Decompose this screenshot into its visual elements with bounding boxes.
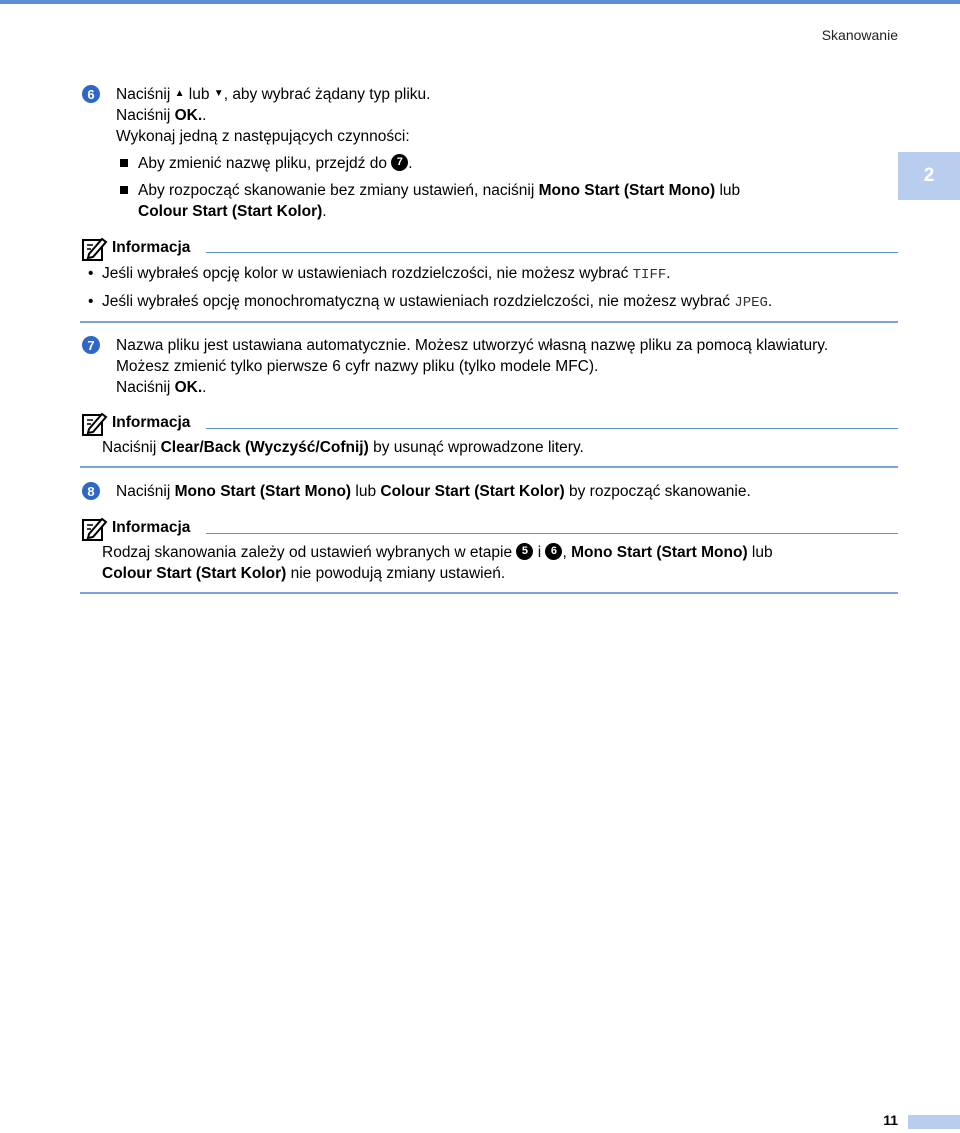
text: Aby zmienić nazwę pliku, przejdź do (138, 155, 392, 172)
note-3-header (80, 514, 190, 542)
bullet-icon: • (88, 293, 94, 310)
text: . (408, 155, 413, 172)
note-1-bottom-rule (80, 321, 898, 323)
step-6-line-3: Wykonaj jedną z następujących czynności: (116, 128, 410, 145)
note-pencil-icon (80, 514, 108, 542)
note-1-header (80, 234, 190, 262)
note-2-header (80, 409, 190, 437)
note-1-item-2 (88, 292, 772, 313)
code-tiff: TIFF (632, 267, 667, 283)
colour-start-label: Colour Start (Start Kolor) (102, 565, 287, 582)
top-rule (0, 0, 960, 4)
note-3-bottom-rule (80, 592, 898, 594)
text: by usunąć wprowadzone litery. (368, 439, 584, 456)
chapter-tab: 2 (898, 152, 960, 200)
step-6-line-1 (116, 85, 430, 105)
text: . (202, 107, 207, 124)
note-3-line-1 (102, 543, 773, 563)
ok-key-label: OK. (174, 107, 203, 124)
text: Naciśnij (116, 107, 175, 124)
step-7-line-2: Możesz zmienić tylko pierwsze 6 cyfr nazwy pliku (tylko modele MFC). (116, 358, 599, 375)
text: Naciśnij (116, 483, 175, 500)
step-ref-7: 7 (391, 154, 408, 171)
step-6-bullet-1 (120, 154, 413, 174)
page-number: 11 (883, 1112, 898, 1128)
step-6-badge: 6 (82, 85, 100, 103)
colour-start-label: Colour Start (Start Kolor) (138, 203, 323, 220)
step-8-badge: 8 (82, 482, 100, 500)
text: lub (351, 483, 381, 500)
text: , aby wybrać żądany typ pliku. (223, 86, 431, 104)
text: Naciśnij (102, 439, 161, 456)
text: lub (747, 544, 773, 561)
text: by rozpocząć skanowanie. (564, 483, 751, 500)
note-2-bottom-rule (80, 466, 898, 468)
text: i (533, 544, 546, 561)
text: lub (715, 182, 741, 199)
note-pencil-icon (80, 409, 108, 437)
text: . (202, 379, 207, 396)
step-6-bullet-2 (120, 181, 740, 201)
note-1-item-1 (88, 264, 671, 285)
note-3-line-2 (102, 564, 505, 584)
note-title: Informacja (112, 519, 191, 536)
step-6-bullet-2-cont (138, 202, 327, 222)
square-bullet-icon (120, 186, 128, 194)
note-pencil-icon (80, 234, 108, 262)
colour-start-label: Colour Start (Start Kolor) (380, 483, 565, 500)
code-jpeg: JPEG (734, 295, 768, 311)
down-arrow-icon: ▼ (213, 88, 224, 99)
step-7-badge: 7 (82, 336, 100, 354)
mono-start-label: Mono Start (Start Mono) (538, 182, 716, 199)
step-7-line-1: Nazwa pliku jest ustawiana automatycznie. Możesz utworzyć własną nazwę pliku za pomocą klawiatury. (116, 337, 829, 354)
step-ref-5: 5 (516, 543, 533, 560)
text: . (322, 203, 327, 220)
text: . (767, 293, 773, 310)
note-title: Informacja (112, 239, 191, 256)
up-arrow-icon: ▲ (174, 88, 185, 99)
clear-back-label: Clear/Back (Wyczyść/Cofnij) (160, 439, 369, 456)
text: Naciśnij (116, 86, 175, 104)
note-2-top-rule (206, 428, 898, 429)
note-3-top-rule (206, 533, 898, 534)
text: Aby rozpocząć skanowanie bez zmiany ustawień, naciśnij (138, 182, 539, 199)
step-6-line-2 (116, 106, 206, 126)
page-tab (908, 1115, 960, 1129)
running-header: Skanowanie (821, 27, 898, 43)
note-title: Informacja (112, 414, 191, 431)
text: Jeśli wybrałeś opcję kolor w ustawieniach rozdzielczości, nie możesz wybrać (102, 265, 633, 282)
step-8-text (116, 482, 751, 502)
note-1-top-rule (206, 252, 898, 253)
text: Naciśnij (116, 379, 175, 396)
ok-key-label: OK. (174, 379, 203, 396)
text: nie powodują zmiany ustawień. (286, 565, 506, 582)
note-2-text (102, 438, 584, 458)
text: lub (184, 86, 214, 104)
step-ref-6: 6 (545, 543, 562, 560)
square-bullet-icon (120, 159, 128, 167)
text: Rodzaj skanowania zależy od ustawień wybranych w etapie (102, 544, 517, 561)
mono-start-label: Mono Start (Start Mono) (571, 544, 748, 561)
text: , (562, 544, 572, 561)
text: . (666, 265, 671, 282)
text: Jeśli wybrałeś opcję monochromatyczną w ustawieniach rozdzielczości, nie możesz wybrać (102, 293, 735, 310)
step-7-line-3 (116, 378, 206, 398)
mono-start-label: Mono Start (Start Mono) (174, 483, 352, 500)
bullet-icon: • (88, 265, 94, 282)
